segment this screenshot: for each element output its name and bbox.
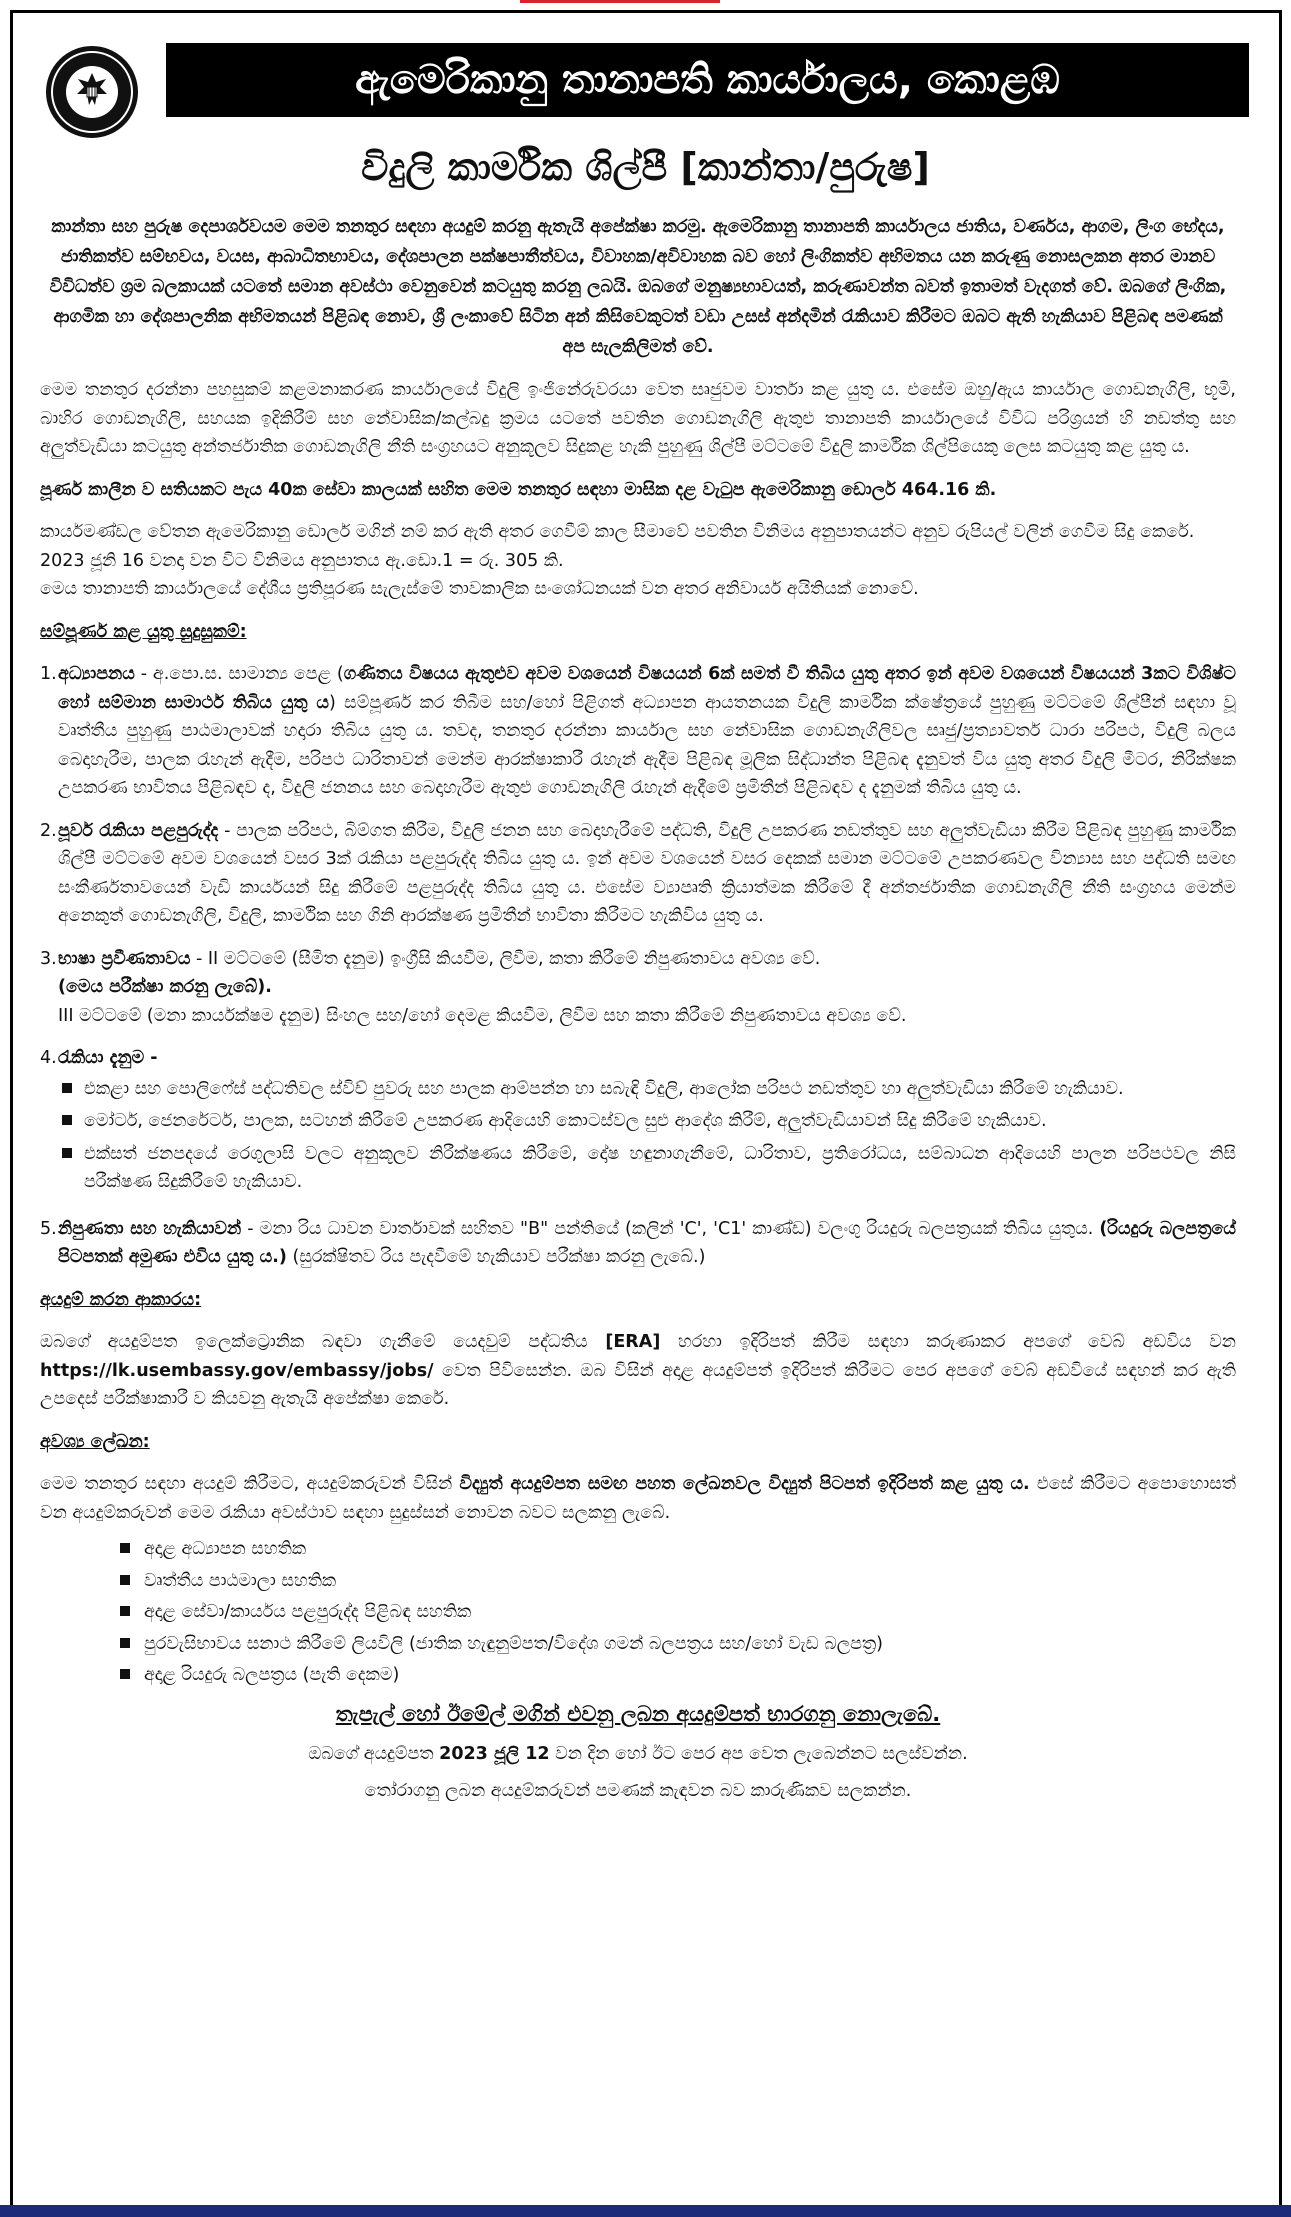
item-label: භාෂා ප්‍රවීණතාවය xyxy=(58,948,191,969)
item-text: - අ.පො.ස. සාමාන්‍ය පෙළ ( xyxy=(134,664,344,684)
requirements-heading: සම්පූර්ණ කළ යුතු සුදුසුකම්: xyxy=(40,621,247,642)
top-accent-line xyxy=(520,0,720,3)
knowledge-list xyxy=(58,1075,1236,1197)
how-to-apply-text: ඔබගේ අයදුම්පත ඉලෙක්ට්‍රොනික බඳවා ගැනීමේ යෙදවුම් පද්ධතිය [ERA] හරහා ඉදිරිපත් කිරීම සඳහා කරුණාකර අපගේ වෙබ් අඩවිය වන https://lk.usembassy.gov/embassy/jobs/ වෙත පිවිසෙන්න. ඔබ විසින් අදාළ අයදුම්පත් ඉදිරිපත් කිරීමට පෙර අපගේ වෙබ් අඩවියේ සඳහන් කර ඇති උපදෙස් පරීක්ෂාකාරී ව කියවනු ඇතැයි අපේක්ෂා කෙරේ. xyxy=(40,1332,1236,1409)
item-number: 3. xyxy=(40,948,57,969)
test-note: (මෙය පරීක්ෂා කරනු ලැබේ). xyxy=(58,977,272,997)
bottom-bar xyxy=(0,2205,1291,2217)
item-label: පූර්ව රැකියා පළපුරුද්ද xyxy=(58,820,219,841)
item-emphasis: (රියදුරු බලපත්‍රයේ පිටපතක් අමුණා එවිය යුතු ය.) xyxy=(58,1218,1236,1267)
shortlist-note: තෝරාගනු ලබන අයදුම්කරුවන් පමණක් කැඳවන බව කාරුණිකව සලකන්න. xyxy=(364,1780,912,1801)
requirement-experience xyxy=(40,817,1236,931)
item-emphasis: ගණිතය විෂයය ඇතුළුව අවම වශයෙන් විෂයයන් 6ක් සමත් වී තිබිය යුතු අතර ඉන් අවම වශයෙන් විෂයයන් 3කට විශිෂ්ට හෝ සම්මාන සාමාර්ථ තිබිය යුතු ය xyxy=(58,664,1236,713)
bullet-icon xyxy=(62,1115,72,1125)
embassy-seal-icon xyxy=(46,46,138,138)
bullet-icon xyxy=(120,1606,130,1616)
item-label: රැකියා දැනුම - xyxy=(58,1048,158,1068)
era-label: [ERA] xyxy=(605,1332,661,1352)
deadline-date: 2023 ජූලි 12 xyxy=(439,1744,550,1764)
list-item: එක්සත් ජනපදයේ රෙගුලාසි වලට අනුකූලව නිරීක්ෂණය කිරීමේ, දෝෂ හඳුනාගැනීමේ, ධාරිතාව, ප්‍රතිරෝධය, සම්බාධන ආදියෙහි පාලන පරිපථවල නිසි පරීක්ෂණ සිදුකිරීමේ හැකියාව. xyxy=(58,1140,1236,1197)
documents-list xyxy=(120,1535,1236,1690)
item-text: - මනා රිය ධාවන වාර්තාවක් සහිතව "B" පන්තියේ (කලින් 'C', 'C1' කාණ්ඩ) වලංගු රියදුරු බලපත්‍රයක් තිබිය යුතුය. xyxy=(241,1218,1100,1239)
requirement-skills xyxy=(40,1215,1236,1272)
documents-heading: අවශ්‍ය ලේඛන: xyxy=(40,1431,150,1452)
deadline-line: ඔබගේ අයදුම්පත 2023 ජූලි 12 වන දින හෝ ඊට පෙර අප වෙත ලැබෙන්නට සලස්වන්න. xyxy=(308,1744,968,1764)
item-text: - පාලක පරිපථ, බිම්ගත කිරීම, විදුලි ජනන සහ බෙදාහැරීමේ පද්ධති, විදුලි උපකරණ නඩත්තුව සහ අලුත්වැඩියා කිරීම පිළිබඳ පුහුණු කාර්මික ශිල්පී මට්ටමේ අවම වශයෙන් වසර 3ක් රැකියා පළපුරුද්ද තිබිය යුතු ය. ඉන් අවම වශයෙන් වසර දෙකක් සමාන මට්ටමේ උපකරණවල වින්‍යාස සහ පද්ධති සමඟ සංකීර්ණතාවයෙන් වැඩි කාර්යයන් සිදු කිරීමේ පළපුරුද්ද තිබිය යුතු ය. එසේම ව්‍යාපෘති ක්‍රියාත්මක කිරීමේ දී අන්තර්ජාතික ගොඩනැගිලි නීති සංග්‍රහය මෙන්ම අනෙකුත් ගොඩනැගිලි, විදුලි, කාර්මික සහ ගිනි ආරක්ෂණ ප්‍රමිතීන් භාවිතා කිරීමට හැකිවිය යුතු ය. xyxy=(58,820,1236,926)
jobs-link[interactable]: https://lk.usembassy.gov/embassy/jobs/ xyxy=(40,1360,434,1381)
list-item: මෝටර්, ජෙනරේටර්, පාලක, සටහන් කිරීමේ උපකරණ ආදියෙහි කොටස්වල සුළු ආදේශ කිරීම්, අලුත්වැඩියාවන් සිදු කිරීමේ හැකියාව. xyxy=(58,1107,1236,1136)
item-text: ) සම්පූර්ණ කර තිබීම සහ/හෝ පිළිගත් අධ්‍යාපන ආයතනයක විදුලි කාර්මික ක්ෂේත්‍රයේ පුහුණු මට්ටමේ ශිල්පීන් සඳහා වූ වෘත්තීය පුහුණු පාඨමාලාවක් හදාරා තිබිය යුතු ය. තවද, තනතුර දරන්නා කාර්යාල සහ නේවාසික ගොඩනැගිලිවල සෘජු/ප්‍රත්‍යාවර්ත ධාරා පරිපථ, විදුලි බලය බෙදාහැරීම, පාලක රැහැන් ඇදීම, පරිපථ ධාරිතාවන් මෙන්ම ආරක්ෂාකාරී රැහැන් ඇදීම පිළිබඳ මූලික සිද්ධාන්ත පිළිබඳ දැනුවත් විය යුතු අතර විදුලි මීටර, නිරීක්ෂක උපකරණ භාවිතය පිළිබඳව ද, විදුලි ජනනය සහ බෙදාහැරීම ඇතුළු ගොඩනැගිලි රැහැන් ඇදීමේ ප්‍රමිතීන් පිළිබඳව ද දැනුමක් තිබිය යුතු ය. xyxy=(58,692,1236,798)
list-item: අදාළ සේවා/කාර්යය පළපුරුද්ද පිළිබඳ සහතික xyxy=(120,1598,1236,1627)
embassy-banner: ඇමෙරිකානු තානාපති කාර්යාලය, කොළඹ xyxy=(166,43,1249,117)
item-text: - II මට්ටමේ (සීමිත දැනුම) ඉංග්‍රීසි කියවීම, ලිවීම, කතා කිරීමේ නිපුණතාවය අවශ්‍ය වේ. xyxy=(190,948,821,969)
intro-statement: කාන්තා සහ පුරුෂ දෙපාර්ශවයම මෙම තනතුර සඳහා අයදුම් කරනු ඇතැයි අපේක්ෂා කරමු. ඇමෙරිකානු තානාපති කාර්යාලය ජාතිය, වර්ණය, ආගම, ලිංග භේදය, ජාතිකත්ව සම්භවය, වයස, ආබාධිතභාවය, දේශපාලන පක්ෂපාතීත්වය, විවාහක/අවිවාහක බව හෝ ලිංගිකත්ව අභිමතය යන කරුණු නොසලකන අතර මානව විවිධත්ව ශ්‍රම බලකායක් යටතේ සමාන අවස්ථා වෙනුවෙන් කටයුතු කරනු ලබයි. ඔබගේ මනුෂ්‍යභාවයත්, කරුණාවන්ත බවත් ඉතාමත් වැදගත් වේ. ඔබගේ ලිංගික, ආගමික හා දේශපාලනික අභිමතයන් පිළිබඳ නොව, ශ්‍රී ලංකාවේ සිටින අන් කිසිවෙකුටත් වඩා උසස් අන්දමින් රැකියාව කිරීමට ඔබට ඇති හැකියාව පිළිබඳ පමණක් අප සැලකිලිමත් වේ. xyxy=(49,217,1227,357)
bullet-icon xyxy=(120,1575,130,1585)
list-item: වෘත්තීය පාඨමාලා සහතික xyxy=(120,1567,1236,1596)
bullet-icon xyxy=(120,1669,130,1679)
bullet-icon xyxy=(120,1543,130,1553)
bullet-icon xyxy=(62,1148,72,1158)
requirement-language xyxy=(40,945,1236,1031)
salary-statement: පූර්ණ කාලීන ව සතියකට පැය 40ක සේවා කාලයක් සහිත මෙම තනතුර සඳහා මාසික දළ වැටුප ඇමෙරිකානු ඩොලර් 464.16 කි. xyxy=(40,479,997,500)
item-text: (සුරක්ෂිතව රිය පැදවීමේ හැකියාව පරීක්ෂා කරනු ලැබේ.) xyxy=(286,1247,706,1267)
item-number: 4. xyxy=(40,1048,57,1068)
requirement-education xyxy=(40,660,1236,803)
bullet-icon xyxy=(120,1638,130,1648)
page-title: විදුලි කාර්මික ශිල්පී [කාන්තා/පුරුෂ] xyxy=(361,145,930,189)
item-number: 2. xyxy=(40,820,57,841)
documents-text: මෙම තනතුර සඳහා අයදුම් කිරීමට, අයදුම්කරුවන් විසින් විද්‍යුත් අයදුම්පත සමඟ පහත ලේඛනවල විද්‍යුත් පිටපත් ඉදිරිපත් කළ යුතු ය. එසේ කිරීමට අපොහොසත් වන අයදුම්කරුවන් මෙම රැකියා අවස්ථාව සඳහා සුදුස්සන් නොවන බවට සලකනු ලැබේ. xyxy=(40,1474,1237,1523)
no-mail-notice: තැපැල් හෝ ඊමේල් මගින් එවනු ලබන අයදුම්පත් භාරගනු නොලැබේ. xyxy=(335,1701,941,1726)
list-item: පුරවැසිභාවය සනාථ කිරීමේ ලියවිලි (ජාතික හැඳුනුම්පත/විදේශ ගමන් බලපත්‍රය සහ/හෝ වැඩ බලපත්‍ර) xyxy=(120,1630,1236,1659)
bullet-icon xyxy=(62,1083,72,1093)
exchange-rate-note: කාර්යමණ්ඩල වේතන ඇමෙරිකානු ඩොලර් මගින් නම් කර ඇති අතර ගෙවීම් කාල සීමාවේ පවතින විනිමය අනුපාතයන්ට අනුව රුපියල් වලින් ගෙවීම සිදු කෙරේ. 2023 ජූනි 16 වනදා වන විට විනිමය අනුපාතය ඇ.ඩො.1 = රු. 305 කි. xyxy=(40,522,1195,571)
how-to-apply-heading: අයදුම් කරන ආකාරය: xyxy=(40,1289,202,1310)
job-description: මෙම තනතුර දරන්නා පහසුකම් කළමනාකරණ කාර්යාලයේ විදුලි ඉංජිනේරුවරයා වෙත සෘජුවම වාර්තා කළ යුතු ය. එසේම ඔහු/ඇය කාර්යාල ගොඩනැගිලි, භූමි, බාහිර ගොඩනැගිලි, සහයක ඉදිකිරීම් සහ නේවාසික/කල්බදු ක්‍රමය යටතේ පවතින ගොඩනැගිලි ඇතුළු තානාපති කාර්යාලයේ විවිධ පරිශ්‍රයන් හි නඩත්තු සහ අලුත්වැඩියා කටයුතු අන්තර්ජාතික ගොඩනැගිලි නීති සංග්‍රහයට අනුකූලව සිදුකළ හැකි පුහුණු ශිල්පී මට්ටමේ විදුලි කාර්මික ශිල්පියෙකු ලෙස කටයුතු කළ යුතු ය. xyxy=(40,380,1236,457)
item-text: III මට්ටමේ (මනා කාර්යක්ෂම දැනුම) සිංහල සහ/හෝ දෙමළ කියවීම, ලිවීම සහ කතා කිරීමේ නිපුණතාවය අවශ්‍ය වේ. xyxy=(58,1005,907,1026)
list-item: එකළා සහ පොලිෆේස් පද්ධතිවල ස්විච් පුවරු සහ පාලක ආම්පන්න හා සබැඳි විදුලි, ආලෝක පරිපථ නඩත්තුව හා අලුත්වැඩියා කිරීමේ හැකියාව. xyxy=(58,1075,1236,1104)
item-label: අධ්‍යාපනය xyxy=(58,664,135,684)
item-number: 1. xyxy=(40,664,57,684)
list-item: අදාළ අධ්‍යාපන සහතික xyxy=(120,1535,1236,1564)
item-label: නිපුණතා සහ හැකියාවන් xyxy=(58,1218,242,1239)
temporary-amendment-note: මෙය තානාපති කාර්යාලයේ දේශීය ප්‍රතිපූරණ සැලැස්මේ තාවකාලික සංශෝධනයක් වන අතර අනිවාර්ය අයිතියක් නොවේ. xyxy=(40,579,919,599)
document-body xyxy=(40,212,1236,1813)
top-strip xyxy=(0,0,1291,4)
item-number: 5. xyxy=(40,1218,57,1239)
requirement-job-knowledge xyxy=(40,1044,1236,1201)
list-item: අදාළ රියදුරු බලපත්‍රය (පැති දෙකම) xyxy=(120,1661,1236,1690)
